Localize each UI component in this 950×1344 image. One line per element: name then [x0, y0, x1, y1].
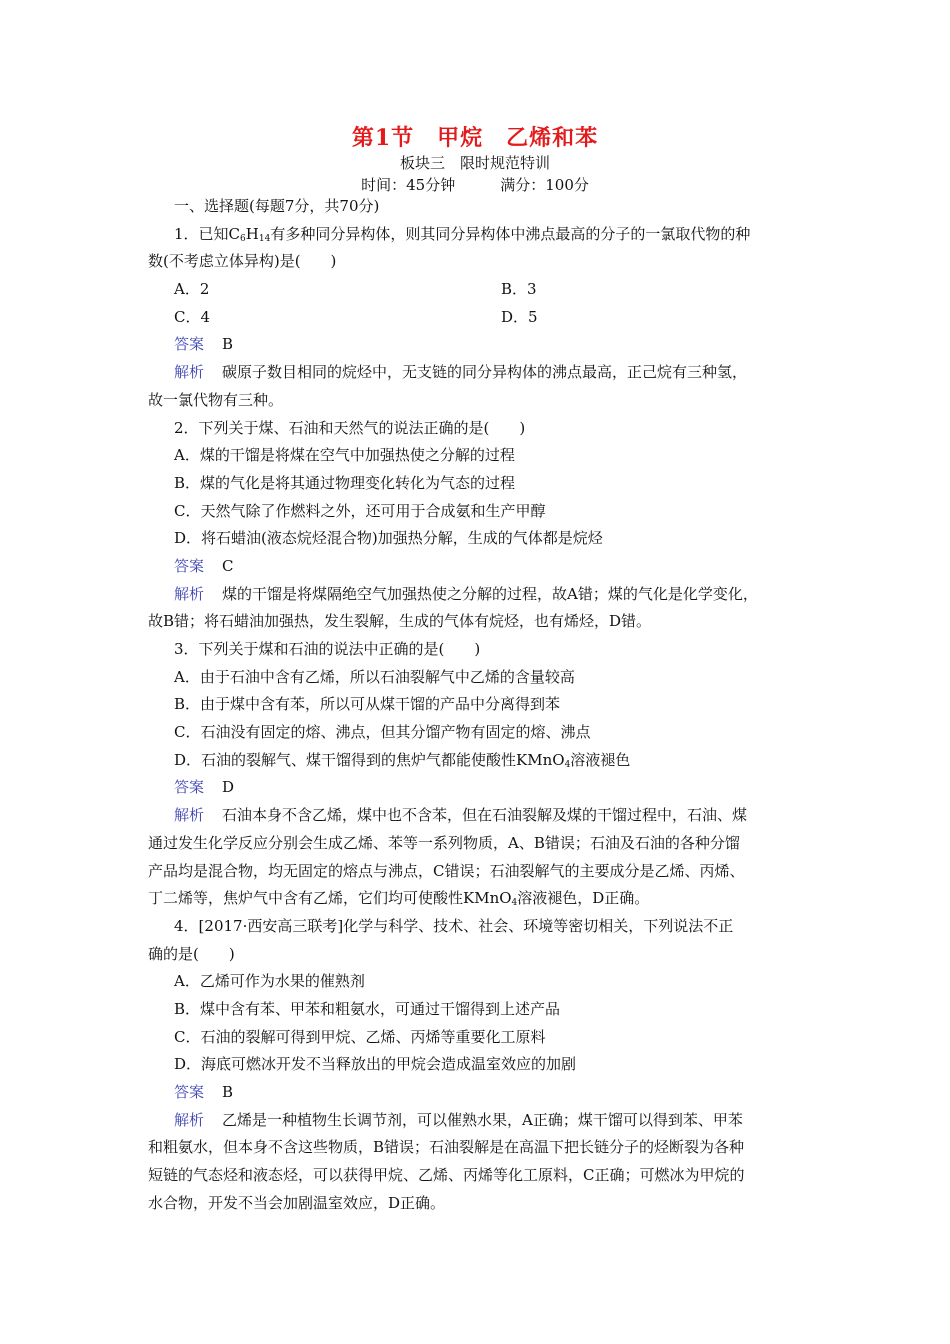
question-4-analysis: [148, 1107, 828, 1135]
question-2-stem: 2．下列关于煤、石油和天然气的说法正确的是( ): [174, 418, 526, 437]
question-2-analysis-cont: 故B错；将石蜡油加强热，发生裂解，生成的气体有烷烃，也有烯烃，D错。: [148, 612, 652, 631]
analysis-text: 丁二烯等，焦炉气中含有乙烯，它们均可使酸性KMnO: [148, 889, 512, 908]
q1-stem-part: 1．已知C: [174, 224, 241, 243]
analysis-label: 解析: [174, 806, 205, 825]
question-content: [148, 193, 828, 1217]
question-3-answer: [148, 774, 828, 802]
question-4-analysis-cont: 短链的气态烃和液态烃，可以获得甲烷、乙烯、丙烯等化工原料，C正确；可燃冰为甲烷的: [148, 1166, 745, 1185]
analysis-text: 乙烯是一种植物生长调节剂，可以催熟水果，A正确；煤干馏可以得到苯、甲苯: [222, 1110, 743, 1129]
q1-subscript: 6: [240, 233, 246, 244]
option-b: B．3: [501, 280, 537, 299]
section-heading: 一、选择题(每题7分，共70分): [174, 197, 380, 215]
option-c: C．石油的裂解可得到甲烷、乙烯、丙烯等重要化工原料: [174, 1027, 546, 1046]
analysis-label: 解析: [174, 363, 205, 382]
question-1-analysis-cont: 故一氯代物有三种。: [148, 390, 284, 409]
time-score-info: 时间：45分钟 满分：100分: [361, 176, 589, 194]
option-c: C．石油没有固定的熔、沸点，但其分馏产物有固定的熔、沸点: [174, 723, 591, 742]
option-b: B．由于煤中含有苯，所以可从煤干馏的产品中分离得到苯: [174, 695, 561, 714]
option-c: C．天然气除了作燃料之外，还可用于合成氨和生产甲醇: [174, 501, 546, 520]
subscript: 4: [564, 759, 571, 770]
analysis-text: 石油本身不含乙烯，煤中也不含苯，但在石油裂解及煤的干馏过程中，石油、煤: [222, 806, 748, 825]
question-2-analysis: [148, 581, 828, 609]
question-3-stem: 3．下列关于煤和石油的说法中正确的是( ): [174, 640, 481, 658]
question-4-analysis-cont: 水合物，开发不当会加剧温室效应，D正确。: [148, 1193, 446, 1212]
answer-label: 答案: [174, 335, 205, 354]
q1-stem-part: H: [245, 224, 259, 243]
answer-value: B: [222, 1083, 234, 1101]
answer-label: 答案: [174, 778, 205, 797]
answer-value: D: [222, 778, 235, 797]
question-3-analysis-cont: 产品均是混合物，均无固定的熔点与沸点，C错误；石油裂解气的主要成分是乙烯、丙烯、: [148, 861, 745, 880]
question-3-analysis-cont: [148, 885, 828, 913]
option-a: A．煤的干馏是将煤在空气中加强热使之分解的过程: [174, 446, 515, 465]
answer-value: B: [222, 335, 234, 354]
answer-value: C: [222, 556, 234, 575]
answer-label: 答案: [174, 556, 205, 575]
option-d: D．5: [501, 307, 538, 326]
page-subtitle: 板块三 限时规范特训: [399, 154, 550, 172]
question-4-answer: [148, 1079, 828, 1107]
option-b: B．煤中含有苯、甲苯和粗氨水，可通过干馏得到上述产品: [174, 999, 561, 1018]
subscript: 4: [511, 898, 518, 909]
analysis-text: 溶液褪色，D正确。: [517, 889, 650, 908]
question-3-analysis: [148, 802, 828, 830]
option-d: D．海底可燃冰开发不当释放出的甲烷会造成温室效应的加剧: [174, 1055, 577, 1074]
option-a: A．由于石油中含有乙烯，所以石油裂解气中乙烯的含量较高: [174, 667, 575, 686]
analysis-label: 解析: [174, 584, 205, 603]
q1-stem-part: 有多种同分异构体，则其同分异构体中沸点最高的分子的一氯取代物的种: [270, 224, 751, 243]
question-1-stem: [148, 221, 828, 249]
option-a: A．2: [174, 280, 210, 299]
question-4-stem: 4．[2017·西安高三联考]化学与科学、技术、社会、环境等密切相关，下列说法不正: [174, 916, 734, 935]
question-1-options-row1: [148, 276, 828, 304]
answer-label: 答案: [174, 1083, 205, 1101]
option-b: B．煤的气化是将其通过物理变化转化为气态的过程: [174, 473, 516, 492]
option-d-text: 溶液褪色: [570, 750, 631, 769]
question-4-stem-cont: 确的是( ): [148, 944, 235, 963]
option-a: A．乙烯可作为水果的催熟剂: [174, 972, 365, 991]
analysis-text: 煤的干馏是将煤隔绝空气加强热使之分解的过程，故A错；煤的气化是化学变化，: [222, 584, 758, 603]
question-1-stem-cont: 数(不考虑立体异构)是( ): [148, 252, 337, 271]
option-d: D．将石蜡油(液态烷烃混合物)加强热分解，生成的气体都是烷烃: [174, 529, 603, 548]
question-1-answer: [148, 331, 828, 359]
option-d: [148, 747, 828, 775]
question-1-analysis: [148, 359, 828, 387]
option-c: C．4: [174, 307, 211, 326]
analysis-label: 解析: [174, 1110, 205, 1129]
question-4-analysis-cont: 和粗氨水，但本身不含这些物质，B错误；石油裂解是在高温下把长链分子的烃断裂为各种: [148, 1138, 745, 1157]
question-3-analysis-cont: 通过发生化学反应分别会生成乙烯、苯等一系列物质，A、B错误；石油及石油的各种分馏: [148, 833, 740, 852]
option-d-text: D．石油的裂解气、煤干馏得到的焦炉气都能使酸性KMnO: [174, 750, 565, 769]
question-1-options-row2: [148, 304, 828, 332]
question-2-answer: [148, 553, 828, 581]
q1-subscript: 14: [258, 233, 271, 244]
analysis-text: 碳原子数目相同的烷烃中，无支链的同分异构体的沸点最高，正己烷有三种氢，: [222, 363, 748, 382]
page-title: 第1节 甲烷 乙烯和苯: [351, 125, 599, 151]
